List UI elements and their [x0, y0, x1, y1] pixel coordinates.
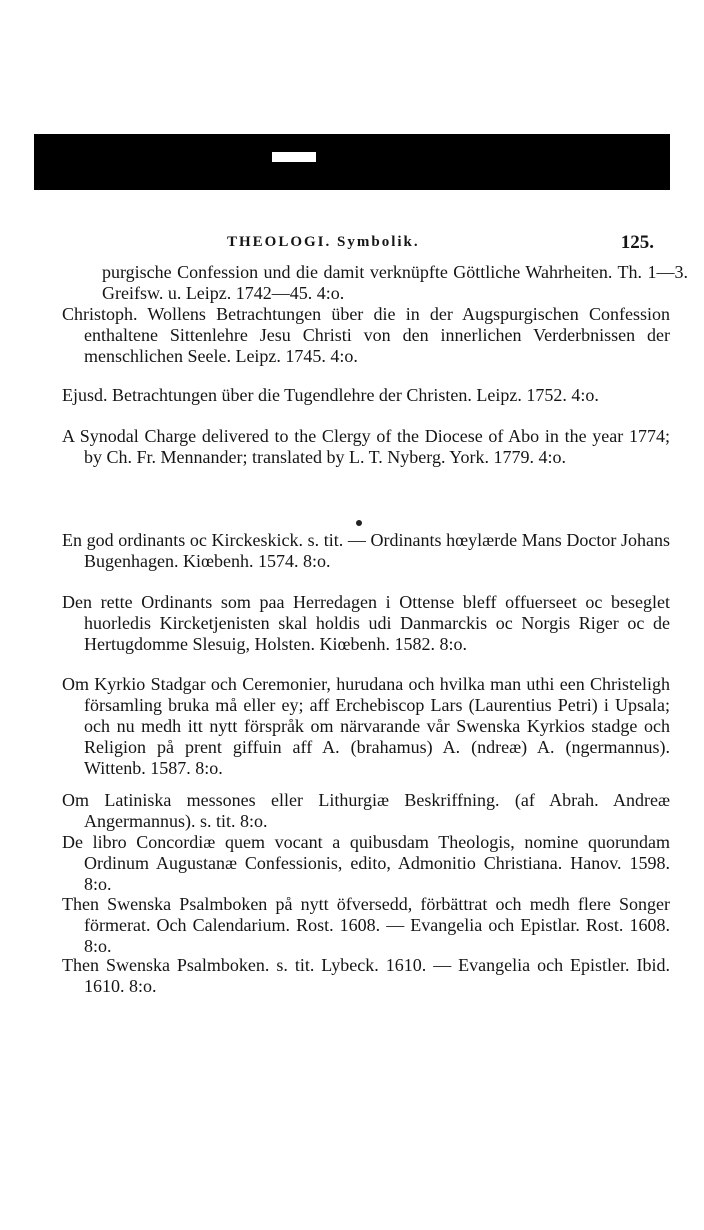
bibliography-entry: Den rette Ordinants som paa Herredagen i Ottense bleff offuerseet oc beseglet huorledis Kircketjenisten skal holdis udi Danmarckis oc Norgis Riger oc de Hertugdomme Slesuig, Holsten. Kiœbenh. 1582. 8:o. — [62, 592, 670, 654]
bibliography-entry: Christoph. Wollens Betrachtungen über die in der Augspurgischen Confession enthaltene Sittenlehre Jesu Christi von den innerlichen Verderbnissen der menschlichen Seele. Leipz. 1745. 4:o. — [62, 304, 670, 366]
bibliography-entry: Then Swenska Psalmboken. s. tit. Lybeck. 1610. — Evangelia och Epistler. Ibid. 1610. 8:o. — [62, 955, 670, 996]
page-number: 125. — [620, 232, 654, 253]
bibliography-entry: A Synodal Charge delivered to the Clergy of the Diocese of Abo in the year 1774; by Ch. Fr. Mennander; translated by L. T. Nyberg. York. 1779. 4:o. — [62, 426, 670, 467]
black-header-bar — [34, 134, 670, 190]
bar-slot-mark — [272, 152, 316, 162]
page-header — [62, 232, 654, 254]
bibliography-entry: En god ordinants oc Kirckeskick. s. tit. — Ordinants hœylærde Mans Doctor Johans Bugenhagen. Kiœbenh. 1574. 8:o. — [62, 530, 670, 571]
bibliography-entry: Then Swenska Psalmboken på nytt öfversedd, förbättrat och medh flere Songer förmerat. Och Calendarium. Rost. 1608. — Evangelia och Epistlar. Rost. 1608. 8:o. — [62, 894, 670, 956]
bibliography-entry: Om Latiniska messones eller Lithurgiæ Beskriffning. (af Abrah. Andreæ Angermannus). s. tit. 8:o. — [62, 790, 670, 831]
bibliography-entry: Ejusd. Betrachtungen über die Tugendlehre der Christen. Leipz. 1752. 4:o. — [62, 385, 599, 405]
running-title: THEOLOGI. Symbolik. — [227, 234, 420, 250]
section-divider-dot — [356, 520, 362, 526]
bibliography-entry: purgische Confession und die damit verknüpfte Göttliche Wahrheiten. Th. 1—3. Greifsw. u. Leipz. 1742—45. 4:o. — [102, 262, 688, 303]
bibliography-entry: Om Kyrkio Stadgar och Ceremonier, hurudana och hvilka man uthi een Christeligh församling bruka må eller ey; aff Erchebiscop Lars (Laurentius Petri) i Upsala; och nu medh itt nytt förspråk om närvarande vår Swenska Kyrkios stadge och Religion på prent giffuin aff A. (brahamus) A. (ndreæ) A. (ngermannus). Wittenb. 1587. 8:o. — [62, 674, 670, 778]
bibliography-entry: De libro Concordiæ quem vocant a quibusdam Theologis, nomine quorundam Ordinum Augustanæ Confessionis, edito, Admonitio Christiana. Hanov. 1598. 8:o. — [62, 832, 670, 894]
